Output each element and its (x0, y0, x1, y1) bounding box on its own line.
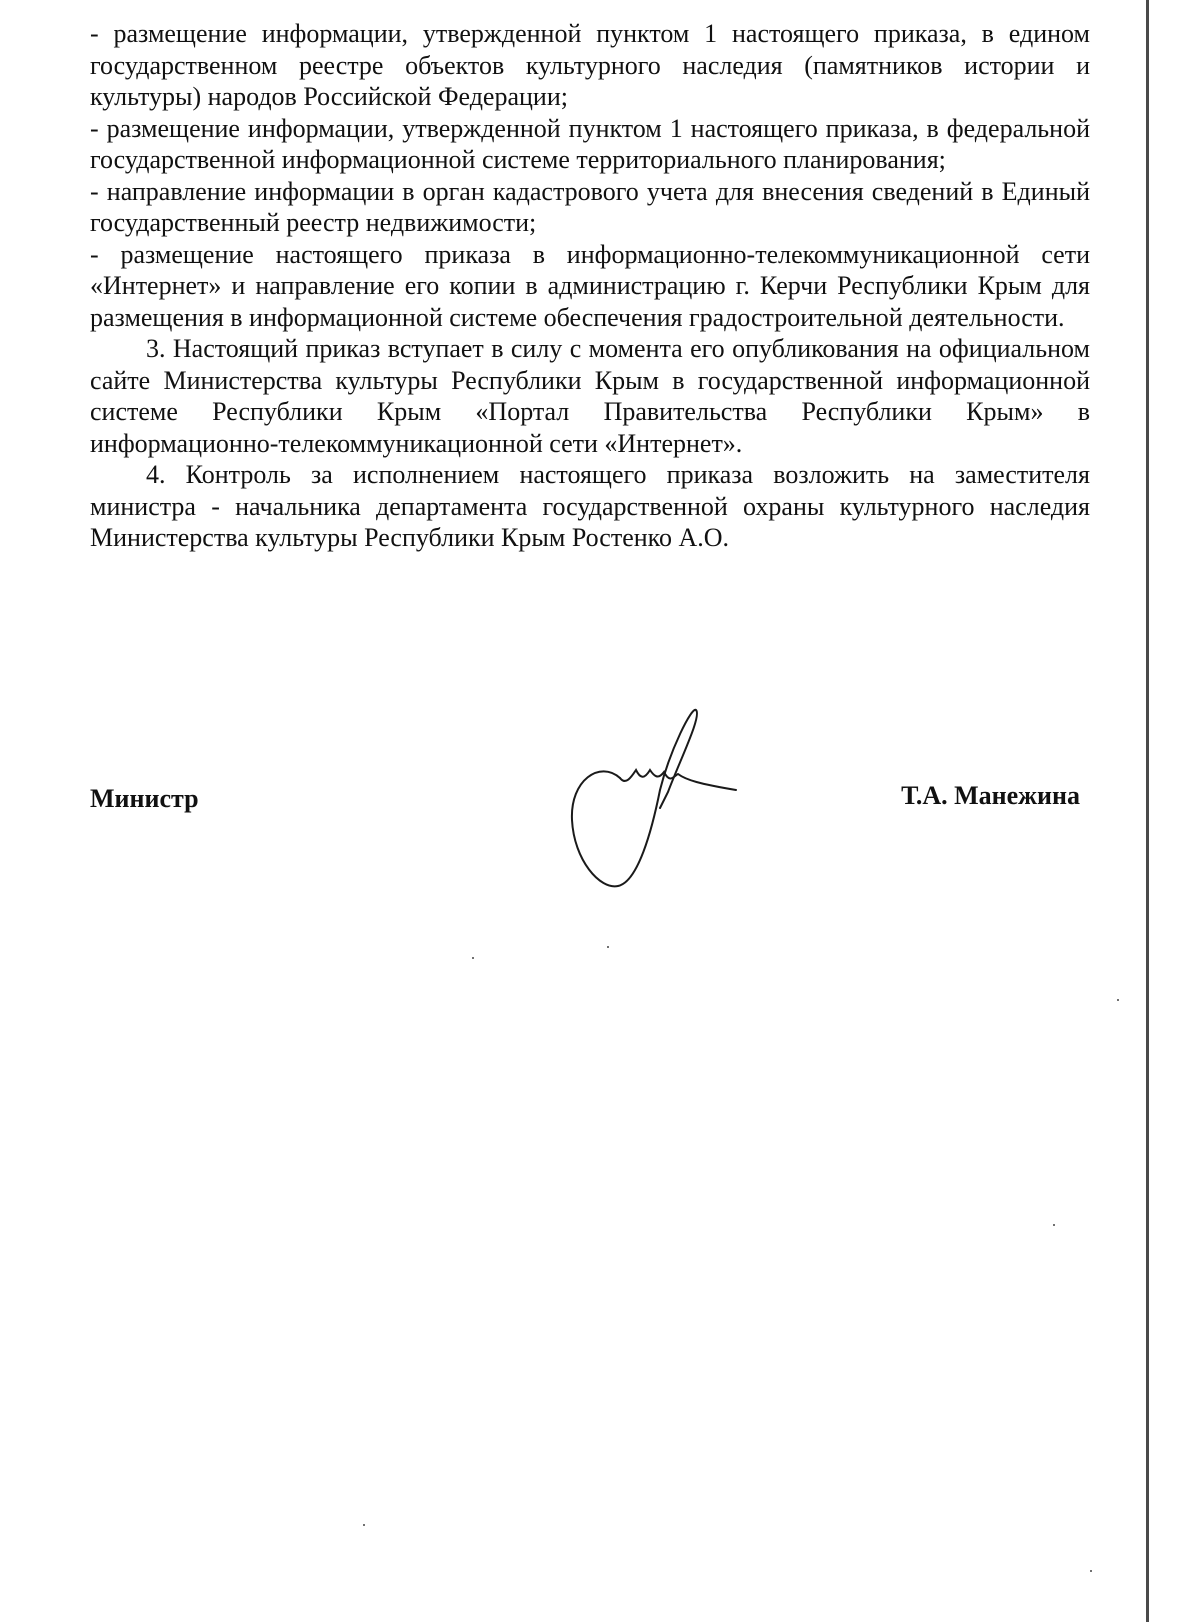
scan-speck (1117, 999, 1119, 1001)
paragraph-item-4: 4. Контроль за исполнением настоящего приказа возложить на заместителя министра - начальника департамента государственной охраны культурного наследия Министерства культуры Республики Крым Ростенко А.О. (90, 460, 1090, 552)
paragraph-bullet-federal-system: - размещение информации, утвержденной пунктом 1 настоящего приказа, в федеральной государственной информационной системе территориального планирования; (90, 113, 1090, 174)
signature-block (90, 781, 1090, 824)
paragraph-bullet-registry: - размещение информации, утвержденной пунктом 1 настоящего приказа, в едином государственном реестре объектов культурного наследия (памятников истории и культуры) народов Российской Федерации; (90, 19, 1090, 111)
signer-name: Т.А. Манежина (901, 781, 1080, 810)
scan-speck (472, 957, 474, 959)
scan-speck (1053, 1224, 1055, 1226)
scan-speck (607, 946, 609, 948)
scan-speck (1090, 1570, 1092, 1572)
signer-title: Министр (90, 784, 199, 813)
paragraph-item-3: 3. Настоящий приказ вступает в силу с момента его опубликования на официальном сайте Министерства культуры Республики Крым в государственной информационной системе Республики Крым «Портал Правительства Республики Крым» в информационно-телекоммуникационной сети «Интернет». (90, 334, 1090, 458)
scan-edge-line (1146, 0, 1149, 1622)
scan-speck (363, 1524, 365, 1526)
document-body (90, 18, 1090, 554)
paragraph-bullet-cadastral: - направление информации в орган кадастрового учета для внесения сведений в Единый государственный реестр недвижимости; (90, 176, 1090, 237)
paragraph-bullet-internet: - размещение настоящего приказа в информационно-телекоммуникационной сети «Интернет» и направление его копии в администрацию г. Керчи Республики Крым для размещения в информационной системе обеспечения градостроительной деятельности. (90, 239, 1090, 332)
